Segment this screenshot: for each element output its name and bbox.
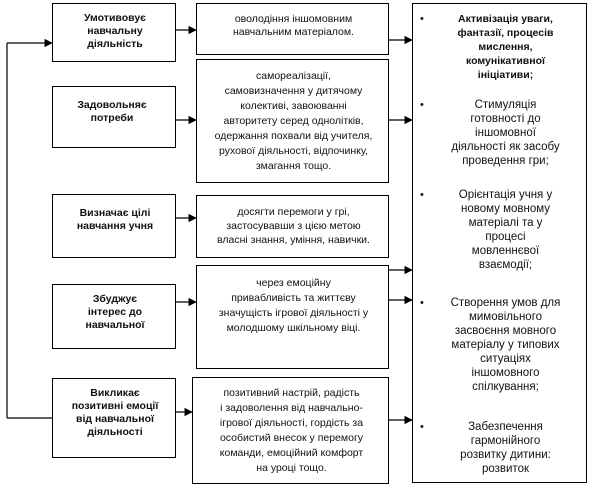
outcome-line: Орієнтація учня у [458, 189, 553, 201]
left-box-line: Задовольняє [77, 99, 147, 111]
middle-box-line: рухової діяльності, відпочинку, [219, 145, 368, 157]
middle-box-line: і задоволення від навчально- [220, 402, 363, 414]
outcome-line: діяльності як засобу [451, 141, 560, 153]
middle-box-line: оволодіння іншомовним [234, 13, 353, 25]
outcome-line: спілкування; [472, 381, 539, 393]
middle-box-line: ігрової діяльності, гордість за [219, 417, 364, 429]
middle-box-line: самореалізації, [256, 70, 331, 82]
outcome-line: ситуаціях [480, 353, 531, 365]
middle-box-line: колективі, завоюванні [240, 100, 347, 112]
bullet-icon: • [420, 421, 424, 433]
outcome-line: матеріалу у типових [451, 339, 560, 351]
left-box-line: потреби [90, 112, 134, 124]
middle-box-line: самовизначення у дитячому [224, 85, 363, 97]
outcome-line: Активізація уваги, [458, 13, 553, 25]
left-box-line: Збуджує [92, 293, 138, 305]
left-box-line: навчання учня [76, 220, 154, 232]
bullet-icon: • [420, 99, 424, 111]
left-box-defines-goals [52, 194, 176, 258]
left-box-line: від навчальної [76, 413, 154, 425]
left-box-line: позитивні емоції [71, 400, 159, 412]
middle-box-line: позитивний настрій, радість [223, 387, 360, 399]
outcome-item [420, 98, 575, 168]
outcome-line: Стимуляція [474, 99, 537, 111]
outcome-line: іншомовного [471, 367, 540, 379]
outcome-item [420, 188, 575, 272]
bullet-icon: • [420, 297, 424, 309]
left-box-line: інтерес до [87, 306, 143, 318]
outcome-line: Забезпечення [468, 421, 543, 433]
left-box-line: діяльність [87, 38, 143, 50]
outcome-line: гармонійного [470, 435, 541, 447]
outcome-line: розвитку дитини: [460, 449, 551, 461]
middle-box-line: власні знання, уміння, навички. [217, 234, 370, 246]
left-box-line: Викликає [90, 387, 140, 399]
outcome-item [420, 420, 575, 476]
left-box-line: Визначає цілі [79, 207, 151, 219]
right-outcomes-box [412, 3, 587, 483]
outcome-line: ініціативи; [477, 69, 534, 81]
outcome-line: взаємодії; [478, 259, 533, 271]
outcome-line: мислення, [478, 41, 533, 53]
middle-box-emotional-appeal [196, 265, 389, 369]
middle-box-line: авторитету серед однолітків, [223, 115, 364, 127]
outcome-item [420, 12, 575, 82]
outcome-line: комунікативної [466, 55, 545, 67]
outcome-line: іншомовної [475, 127, 536, 139]
middle-box-self-realization [196, 59, 389, 183]
outcome-line: засвоєння мовного [454, 325, 557, 337]
outcome-line: проведення гри; [462, 155, 549, 167]
outcome-line: мовленнєвої [471, 245, 540, 257]
middle-box-line: змагання тощо. [255, 160, 332, 172]
left-box-line: навчальної [85, 319, 145, 331]
outcome-line: Створення умов для [450, 297, 561, 309]
left-box-line: навчальну [87, 25, 143, 37]
middle-box-mastering [196, 3, 389, 55]
middle-box-line: одержання похвали від учителя, [214, 130, 373, 142]
middle-box-line: досягти перемоги у грі, [237, 206, 350, 218]
left-box-line: Умотивовує [84, 12, 146, 24]
middle-box-line: навчальним матеріалом. [232, 26, 355, 38]
outcome-line: фантазії, процесів [457, 27, 554, 39]
middle-box-line: привабливість та життєву [231, 292, 356, 304]
left-box-positive-emotions [52, 378, 176, 458]
middle-box-line: молодшому шкільному віці. [226, 322, 361, 334]
middle-box-line: на уроці тощо. [256, 462, 327, 474]
left-box-line: діяльності [87, 426, 143, 438]
outcome-line: матеріалі та у [468, 217, 543, 229]
middle-box-line: команди, емоційний комфорт [219, 447, 364, 459]
outcome-line: новому мовному [460, 203, 551, 215]
middle-box-line: особистий внесок у перемогу [219, 432, 364, 444]
outcome-line: мимовільного [468, 311, 543, 323]
middle-box-line: через емоційну [256, 277, 331, 289]
bullet-icon: • [420, 189, 424, 201]
middle-box-positive-mood [192, 377, 389, 484]
left-box-motivating [52, 3, 176, 62]
middle-box-line: застосувавши з цією метою [226, 220, 361, 232]
outcome-item [420, 296, 575, 394]
middle-box-victory [196, 195, 389, 258]
outcome-line: розвиток [481, 463, 530, 475]
outcome-line: процесі [485, 231, 526, 243]
outcome-line: готовності до [470, 113, 541, 125]
middle-box-line: значущість ігрової діяльності у [218, 307, 369, 319]
left-box-arouses-interest [52, 284, 176, 349]
left-box-satisfies [52, 86, 176, 148]
bullet-icon: • [420, 13, 424, 25]
